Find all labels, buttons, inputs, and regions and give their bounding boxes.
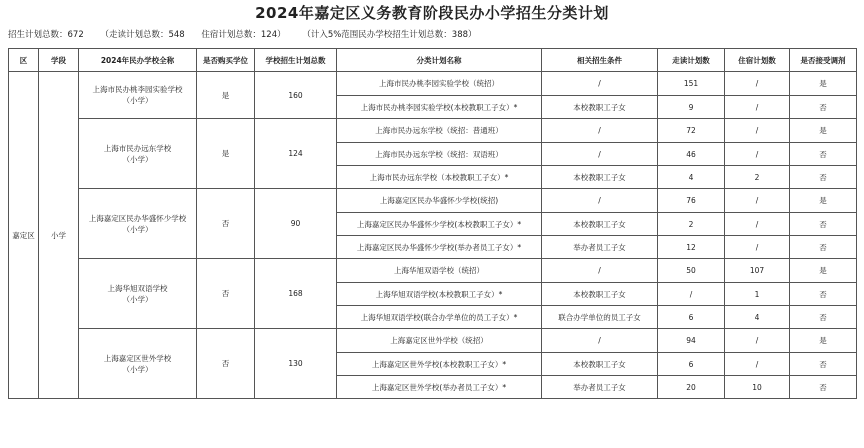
condition-cell: / [542,259,658,283]
board-count-cell: / [725,119,790,143]
category-cell: 上海嘉定区世外学校(本校教职工子女）* [337,353,542,376]
condition-cell: / [542,189,658,213]
adjust-cell: 否 [790,213,857,236]
adjust-cell: 否 [790,166,857,189]
category-cell: 上海华旭双语学校（统招） [337,259,542,283]
board-count-cell: 4 [725,306,790,329]
document-title: 2024年嘉定区义务教育阶段民办小学招生分类计划 [255,4,609,22]
board-count-cell: / [725,189,790,213]
category-cell: 上海嘉定区世外学校(举办者员工子女）* [337,376,542,399]
category-cell: 上海嘉定区世外学校（统招） [337,329,542,353]
plan-summary [8,28,491,40]
school-stage-note: （小学） [122,364,153,374]
property-cell: 否 [197,259,255,329]
adjust-cell: 是 [790,189,857,213]
school-stage-note: （小学） [122,224,153,234]
board-count-cell: / [725,236,790,259]
table-row [9,72,857,96]
day-count-cell: 94 [658,329,725,353]
adjust-cell: 否 [790,143,857,166]
condition-cell: 本校教职工子女 [542,283,658,306]
summary-5pct: （计入5%范围民办学校招生计划总数：388） [302,30,477,40]
adjust-cell: 否 [790,306,857,329]
table-row [9,259,857,283]
condition-cell: 举办者员工子女 [542,236,658,259]
day-count-cell: 2 [658,213,725,236]
day-count-cell: 76 [658,189,725,213]
board-count-cell: / [725,72,790,96]
summary-day: （走读计划总数：548 [100,30,185,40]
school-name: 上海市民办桃李园实验学校 [92,85,183,94]
board-count-cell: / [725,96,790,119]
day-count-cell: 72 [658,119,725,143]
category-cell: 上海华旭双语学校(联合办学单位的员工子女）* [337,306,542,329]
adjust-cell: 是 [790,259,857,283]
header-day: 走读计划数 [658,49,725,72]
board-count-cell: 2 [725,166,790,189]
day-count-cell: 50 [658,259,725,283]
category-cell: 上海市民办桃李园实验学校(本校教职工子女）* [337,96,542,119]
stage-cell: 小学 [39,72,79,399]
header-category: 分类计划名称 [337,49,542,72]
plan-total-cell: 90 [255,189,337,259]
condition-cell: 本校教职工子女 [542,166,658,189]
day-count-cell: 9 [658,96,725,119]
school-name: 上海嘉定区世外学校 [103,353,172,363]
condition-cell: / [542,119,658,143]
school-name: 上海嘉定区民办华盛怀少学校 [88,213,187,223]
adjust-cell: 否 [790,236,857,259]
school-stage-note: （小学） [122,96,153,105]
category-cell: 上海市民办桃李园实验学校（统招） [337,72,542,96]
property-cell: 是 [197,119,255,189]
condition-cell: / [542,143,658,166]
header-property: 是否购买学位 [197,49,255,72]
day-count-cell: 20 [658,376,725,399]
header-school: 2024年民办学校全称 [79,49,197,72]
day-count-cell: 12 [658,236,725,259]
condition-cell: 本校教职工子女 [542,96,658,119]
category-cell: 上海市民办远东学校（统招：普通班） [337,119,542,143]
adjust-cell: 否 [790,283,857,306]
school-name-cell [79,119,197,189]
adjust-cell: 否 [790,353,857,376]
school-name: 上海华旭双语学校 [107,283,168,293]
board-count-cell: 1 [725,283,790,306]
category-cell: 上海嘉定区民办华盛怀少学校(统招) [337,189,542,213]
category-cell: 上海市民办远东学校（本校教职工子女）* [337,166,542,189]
plan-body [9,72,857,399]
condition-cell: 联合办学单位的员工子女 [542,306,658,329]
plan-total-cell: 130 [255,329,337,399]
day-count-cell: / [658,283,725,306]
header-condition: 相关招生条件 [542,49,658,72]
category-cell: 上海嘉定区民办华盛怀少学校(本校教职工子女）* [337,213,542,236]
header-row [9,49,857,72]
adjust-cell: 是 [790,329,857,353]
summary-board: 住宿计划总数：124） [201,30,286,40]
enrollment-plan-table [8,48,857,399]
board-count-cell: / [725,329,790,353]
day-count-cell: 6 [658,306,725,329]
header-adjust: 是否接受调剂 [790,49,857,72]
table-row [9,329,857,353]
property-cell: 否 [197,329,255,399]
property-cell: 是 [197,72,255,119]
day-count-cell: 46 [658,143,725,166]
plan-total-cell: 124 [255,119,337,189]
school-stage-note: （小学） [122,154,153,164]
header-board: 住宿计划数 [725,49,790,72]
school-name-cell [79,259,197,329]
school-stage-note: （小学） [122,294,153,304]
school-name-cell [79,189,197,259]
day-count-cell: 151 [658,72,725,96]
plan-total-cell: 160 [255,72,337,119]
property-cell: 否 [197,189,255,259]
board-count-cell: 107 [725,259,790,283]
table-row [9,189,857,213]
board-count-cell: 10 [725,376,790,399]
condition-cell: / [542,329,658,353]
header-plan-total: 学校招生计划总数 [255,49,337,72]
header-stage: 学段 [39,49,79,72]
day-count-cell: 6 [658,353,725,376]
adjust-cell: 是 [790,72,857,96]
plan-total-cell: 168 [255,259,337,329]
board-count-cell: / [725,353,790,376]
adjust-cell: 否 [790,96,857,119]
school-name-cell [79,72,197,119]
adjust-cell: 是 [790,119,857,143]
condition-cell: 本校教职工子女 [542,353,658,376]
summary-total: 招生计划总数：672 [8,30,84,40]
board-count-cell: / [725,213,790,236]
condition-cell: / [542,72,658,96]
adjust-cell: 否 [790,376,857,399]
condition-cell: 本校教职工子女 [542,213,658,236]
day-count-cell: 4 [658,166,725,189]
district-cell: 嘉定区 [9,72,39,399]
category-cell: 上海嘉定区民办华盛怀少学校(举办者员工子女）* [337,236,542,259]
header-district: 区 [9,49,39,72]
category-cell: 上海市民办远东学校（统招：双语班） [337,143,542,166]
board-count-cell: / [725,143,790,166]
school-name: 上海市民办远东学校 [103,143,172,153]
condition-cell: 举办者员工子女 [542,376,658,399]
school-name-cell [79,329,197,399]
category-cell: 上海华旭双语学校(本校教职工子女）* [337,283,542,306]
table-row [9,119,857,143]
